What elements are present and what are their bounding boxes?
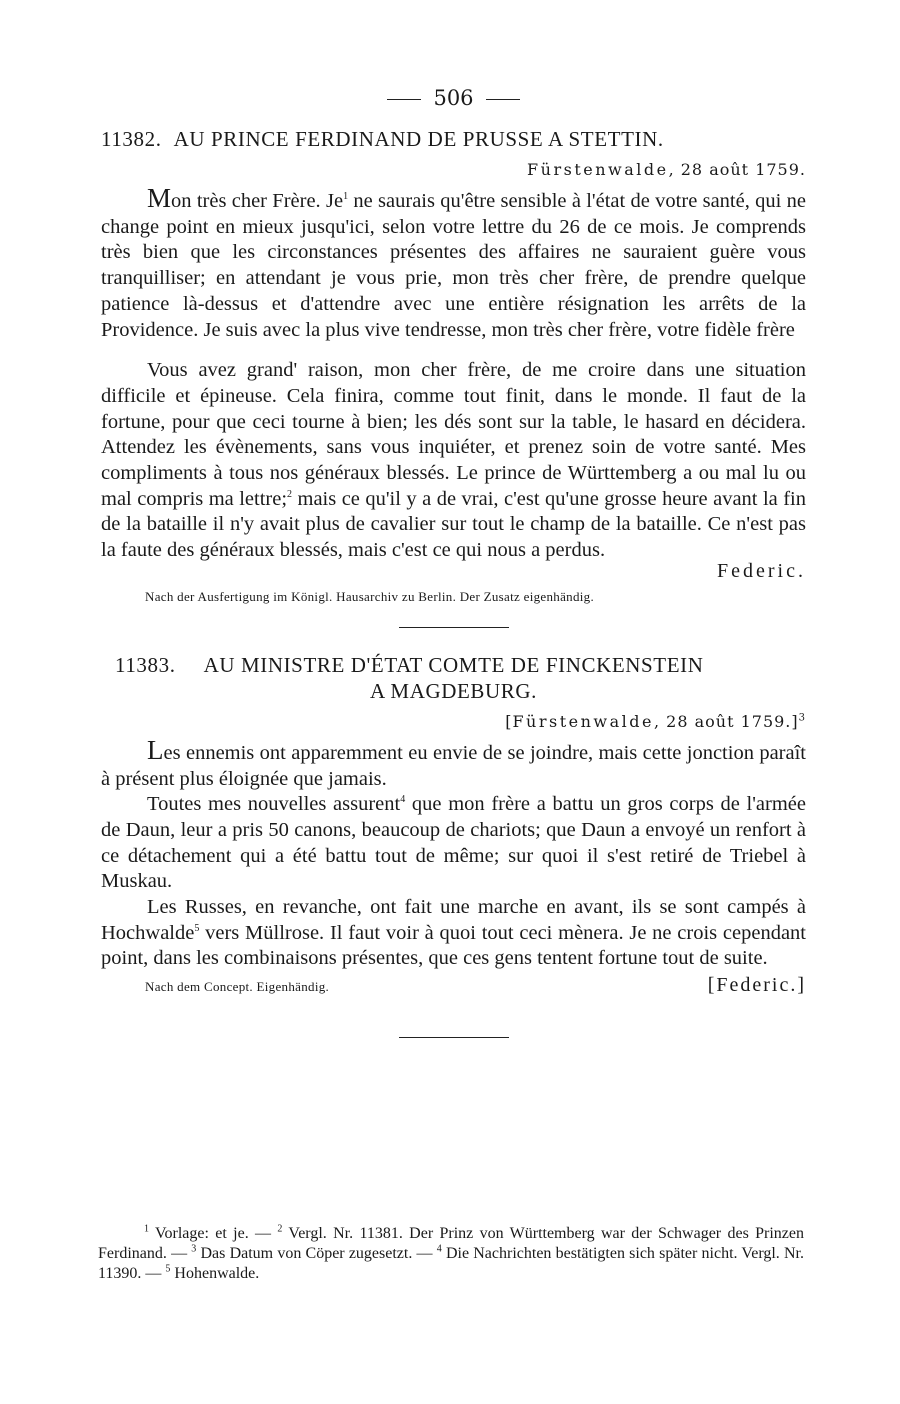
page-number-dash-right <box>486 99 520 100</box>
footnote-marker: 1 <box>343 191 349 203</box>
letter-paragraph <box>101 895 806 972</box>
letter-place: Fürstenwalde <box>527 160 669 179</box>
page-number-text: 506 <box>433 86 474 110</box>
footnote-number: 3 <box>191 1243 197 1255</box>
paragraph-text: que mon frère a battu un gros corps de l'armée de Daun, leur a pris 50 canons, beaucoup de chariots; que Daun a envoyé un renfort à ce détachement qui a été battu tout de même; sur quoi il s'est retiré de Triebel à Muskau. <box>101 793 806 893</box>
letter-paragraph <box>101 358 806 564</box>
letter-paragraph <box>101 734 806 792</box>
letter-place: Fürstenwalde <box>512 711 654 731</box>
footnote-body: Die Nachrichten bestätigten sich später nicht. Vergl. Nr. 11390. — <box>98 1245 805 1282</box>
signature: [Federic.] <box>707 974 806 997</box>
letter-heading-line2: A MAGDEBURG. <box>369 678 538 703</box>
letter-paragraph <box>101 183 807 343</box>
footnote-number: 2 <box>277 1223 283 1235</box>
letter-paragraph <box>101 792 806 895</box>
page-content <box>101 86 806 1062</box>
page-number-dash-left <box>387 99 421 100</box>
paragraph-text: Vous avez grand' raison, mon cher frère, de me croire dans une situation difficile et épineuse. Cela finira, comme tout finit, dans le monde. Il faut de la fortune, pour que ceci tourne à bien; les dés sont sur la table, le hasard en décidera. Attendez les évènements, sans vous inquiéter, et prenez soin de votre santé. Mes compliments à tous nos généraux blessés. Le prince de Württemberg a ou mal lu ou mal compris ma lettre; <box>101 359 806 510</box>
initial-letter: L <box>147 734 164 765</box>
source-note: Nach der Ausfertigung im Königl. Hausarchiv zu Berlin. Der Zusatz eigenhändig. <box>145 588 595 604</box>
paragraph-text: Les Russes, en revanche, ont fait une marche en avant, ils se sont campés à Hochwalde <box>101 896 806 944</box>
initial-letter: M <box>147 183 172 213</box>
footnote-number: 4 <box>436 1243 442 1255</box>
paragraph-text: on très cher Frère. Je <box>171 190 344 212</box>
footnote-body: Vorlage: et je. — <box>149 1225 278 1242</box>
paragraph-text: es ennemis ont apparemment eu envie de se joindre, mais cette jonction paraît à présent plus éloignée que jamais. <box>101 741 806 790</box>
footnote-text <box>98 1224 804 1284</box>
signature: Federic. <box>717 559 806 582</box>
letter-number: 11382. <box>101 127 162 151</box>
footnotes <box>98 1224 804 1284</box>
letter-date: , 28 août 1759. <box>668 160 806 179</box>
paragraph-text: vers Müllrose. Il faut voir à quoi tout ceci mènera. Je ne crois cependant point, dans les combinaisons présentes, que ces gens tentent fortune tout de suite. <box>101 921 806 970</box>
letter-dateline <box>101 710 806 734</box>
footnote-number: 5 <box>165 1263 171 1275</box>
footnote-number: 1 <box>144 1223 149 1235</box>
footnote-marker: 5 <box>194 922 200 934</box>
footnote-body: Vergl. Nr. 11381. Der Prinz von Württemberg war der Schwager des Prinzen Ferdinand. — <box>98 1225 804 1262</box>
letter-dateline <box>101 158 806 182</box>
source-note: Nach dem Concept. Eigenhändig. <box>145 979 330 995</box>
letter-heading <box>101 126 806 152</box>
paragraph-text: ne saurais qu'être sensible à l'état de votre santé, qui ne change point en mieux jusqu'ici, selon votre lettre du 26 de ce mois. Je comprends très bien que les circonstances présentes des affaires ne sauraient guère vous tranquilliser; en attendant je vous prie, mon très cher frère, de prendre quelque patience là-dessus et d'attendre avec une entière résignation les arrêts de la Providence. Je suis avec la plus vive tendresse, mon très cher frère, votre fidèle frère <box>101 190 807 341</box>
paragraph-text: mais ce qu'il y a de vrai, c'est qu'une grosse heure avant la fin de la bataille il n'y avait plus de cavalier sur tout le champ de la bataille. Ce n'est pas la faute des généraux blessés, mais c'est ce qui nous a perdus. <box>101 487 807 562</box>
letter-date: , 28 août 1759.] <box>653 711 799 731</box>
paragraph-text: Toutes mes nouvelles assurent <box>147 793 401 816</box>
footnote-marker: 4 <box>400 794 406 806</box>
section-divider <box>399 1037 509 1038</box>
footnote-body: Hohenwalde. <box>170 1265 260 1282</box>
section-divider <box>399 627 509 628</box>
letter-title: AU MINISTRE D'ÉTAT COMTE DE FINCKENSTEIN <box>203 652 704 677</box>
footnote-marker: 3 <box>798 712 806 724</box>
signature-row <box>101 974 806 997</box>
footnote-marker: 2 <box>287 488 293 500</box>
letter-heading <box>101 652 806 678</box>
letter-title: AU PRINCE FERDINAND DE PRUSSE A STETTIN. <box>173 127 664 151</box>
letter-number: 11383. <box>115 652 176 677</box>
bracket: [ <box>505 711 513 731</box>
footnote-body: Das Datum von Cöper zugesetzt. — <box>196 1245 437 1262</box>
page-number <box>101 86 806 110</box>
